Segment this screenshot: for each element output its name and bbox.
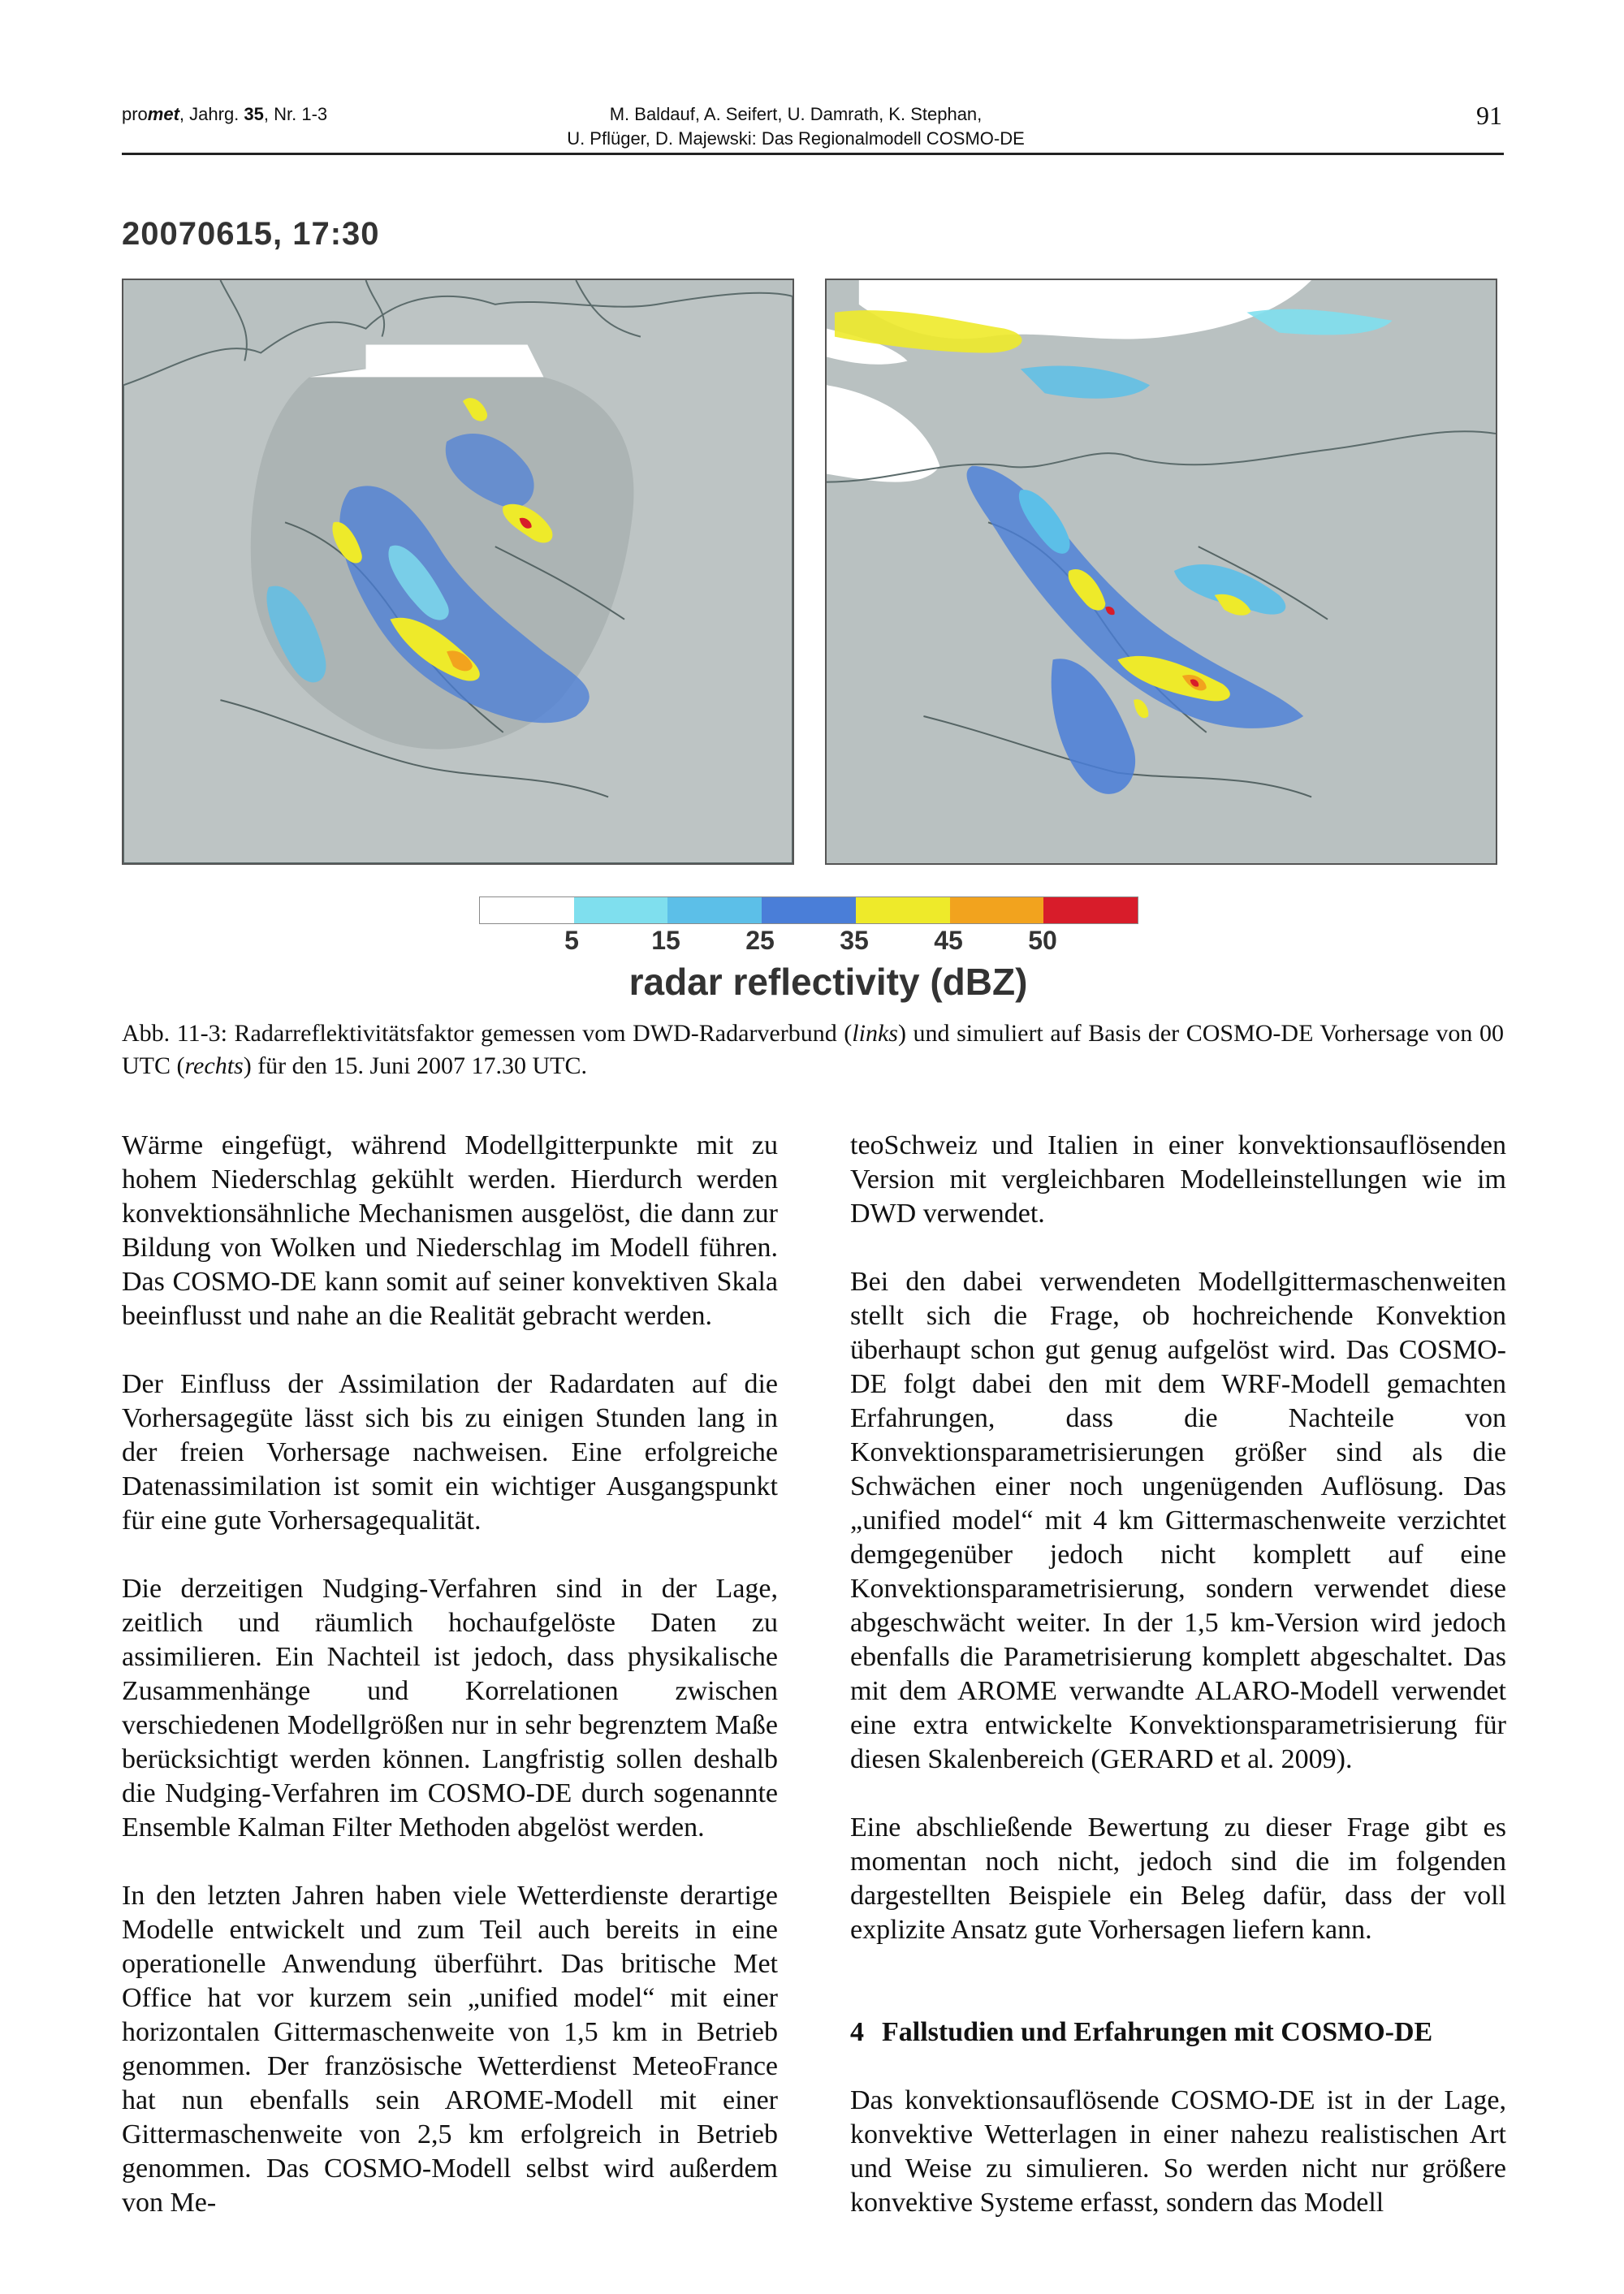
paragraph: teoSchweiz und Italien in einer konvektionsauflösenden Version mit vergleichbaren Modelleinstellungen wie im DWD verwendet. bbox=[850, 1130, 1506, 1229]
section-number: 4 bbox=[850, 2017, 864, 2047]
paragraph: Die derzeitigen Nudging-Verfahren sind in der Lage, zeitlich und räumlich hochaufgelöste Daten zu assimilieren. Ein Nachteil ist jedoch, dass physikalische Zusammenhänge und Korrelationen zwischen verschiedenen Modellgrößen nur in sehr begrenztem Maße berücksichtigt werden können. Langfristig sollen deshalb die Nudging-Verfahren im COSMO-DE durch sogenannte Ensemble Kalman Filter Methoden abgelöst werden. bbox=[122, 1574, 778, 1843]
colorbar-tick: 35 bbox=[840, 926, 869, 955]
colorbar-title: radar reflectivity (dBZ) bbox=[628, 961, 1028, 1003]
colorbar-tick: 15 bbox=[651, 926, 680, 955]
left-column bbox=[122, 1129, 778, 2254]
colorbar-segment bbox=[856, 897, 950, 923]
colorbar-segment bbox=[574, 897, 668, 923]
section-title: Fallstudien und Erfahrungen mit COSMO-DE bbox=[882, 2017, 1433, 2047]
paragraph: Das konvektionsauflösende COSMO-DE ist in der Lage, konvektive Wetterlagen in einer nahezu realistischen Art und Weise zu simulieren. So werden nicht nur größere konvektive Systeme erfasst, sondern das Modell bbox=[850, 2085, 1506, 2218]
page-number: 91 bbox=[1476, 101, 1502, 130]
colorbar-segment bbox=[762, 897, 856, 923]
authors-line-2: U. Pflüger, D. Majewski: Das Regionalmodell COSMO-DE bbox=[567, 128, 1025, 149]
paragraph: Eine abschließende Bewertung zu dieser Frage gibt es momentan noch nicht, jedoch sind die im folgenden dargestellten Beispiele ein Beleg dafür, dass der voll explizite Ansatz gute Vorhersagen liefern kann. bbox=[850, 1812, 1506, 1945]
running-header-authors bbox=[536, 102, 1056, 151]
figure-caption: Abb. 11-3: Radarreflektivitätsfaktor gemessen vom DWD-Radarverbund (links) und simuliert auf Basis der COSMO-DE Vorhersage von 00 UTC (rechts) für den 15. Juni 2007 17.30 UTC. bbox=[122, 1020, 1504, 1079]
section-heading bbox=[850, 2015, 1506, 2050]
radar-map-simulated bbox=[825, 279, 1497, 865]
radar-map-simulated-image bbox=[827, 280, 1496, 863]
colorbar-segment bbox=[1043, 897, 1138, 923]
colorbar-segment bbox=[950, 897, 1044, 923]
paragraph: Bei den dabei verwendeten Modellgittermaschenweiten stellt sich die Frage, ob hochreichende Konvektion überhaupt schon gut genug aufgelöst wird. Das COSMO-DE folgt dabei den mit dem WRF-Modell gemachten Erfahrungen, dass die Nachteile von Konvektionsparametrisierungen größer sind als die Schwächen einer noch ungenügenden Auflösung. Das „unified model“ mit 4 km Gittermaschenweite verzichtet demgegenüber jedoch nicht komplett auf eine Konvektionsparametrisierung, sondern verwendet diese abgeschwächt weiter. In der 1,5 km-Version wird jedoch ebenfalls die Parametrisierung komplett abgeschaltet. Das mit dem AROME verwandte ALARO-Modell verwendet eine extra entwickelte Konvektionsparametrisierung für diesen Skalenbereich (GERARD et al. 2009). bbox=[850, 1267, 1506, 1774]
journal-reference: promet, Jahrg. 35, Nr. 1-3 bbox=[122, 104, 328, 124]
colorbar-tick: 5 bbox=[564, 926, 579, 955]
paragraph: In den letzten Jahren haben viele Wetterdienste derartige Modelle entwickelt und zum Teil auch bereits in eine operationelle Anwendung überführt. Das britische Met Office hat vor kurzem sein „unified model“ mit einer horizontalen Gittermaschenweite von 1,5 km in Betrieb genommen. Der französische Wetterdienst MeteoFrance hat nun ebenfalls sein AROME-Modell mit einer Gittermaschenweite von 2,5 km erfolgreich in Betrieb genommen. Das COSMO-Modell selbst wird außerdem von Me- bbox=[122, 1881, 778, 2218]
colorbar-segment bbox=[667, 897, 762, 923]
radar-map-observed-image bbox=[123, 280, 793, 863]
paragraph: Der Einfluss der Assimilation der Radardaten auf die Vorhersagegüte lässt sich bis zu einigen Stunden lang in der freien Vorhersage nachweisen. Eine erfolgreiche Datenassimilation ist somit ein wichtiger Ausgangspunkt für eine gute Vorhersagequalität. bbox=[122, 1369, 778, 1536]
colorbar-tick: 45 bbox=[934, 926, 963, 955]
colorbar-tick: 50 bbox=[1028, 926, 1057, 955]
right-column bbox=[850, 1129, 1506, 2254]
colorbar-segment bbox=[480, 897, 574, 923]
colorbar bbox=[479, 896, 1138, 924]
authors-line-1: M. Baldauf, A. Seifert, U. Damrath, K. Stephan, bbox=[609, 104, 983, 124]
figure-date-label: 20070615, 17:30 bbox=[122, 216, 380, 252]
header-rule bbox=[122, 153, 1504, 155]
paragraph: Wärme eingefügt, während Modellgitterpunkte mit zu hohem Niederschlag gekühlt werden. Hierdurch werden konvektionsähnliche Mechanismen ausgelöst, die dann zur Bildung von Wolken und Niederschlag im Modell führen. Das COSMO-DE kann somit auf seiner konvektiven Skala beeinflusst und nahe an die Realität gebracht werden. bbox=[122, 1130, 778, 1331]
radar-map-observed bbox=[122, 279, 794, 865]
colorbar-tick: 25 bbox=[745, 926, 775, 955]
